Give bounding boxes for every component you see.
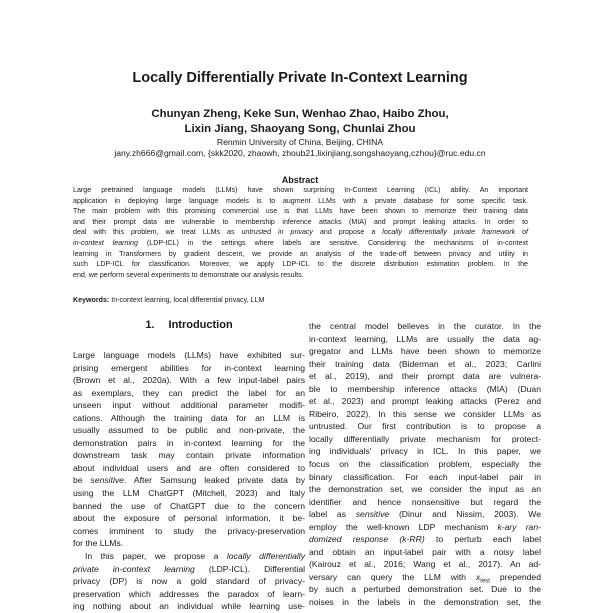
text-line: ble to membership inference attacks (MIA) (Duan	[309, 383, 541, 394]
text-line: label as sensitive (Dinur and Nissim, 2003). We	[309, 509, 541, 520]
text-line: gregator and LLMs have been shown to memorize	[309, 346, 541, 357]
text-line: about individual users and are often considered to	[73, 462, 305, 473]
text-line: application in deploying large language models is to augment LLMs with a private database for some specific task.	[73, 196, 528, 205]
affiliation-block	[40, 137, 560, 159]
text-line: employ the well-known LDP mechanism k-ary ran-	[309, 521, 541, 532]
text-line: untrusted. Our first contribution is to propose a	[309, 421, 541, 432]
section-heading-introduction	[73, 319, 305, 331]
author-list	[40, 107, 560, 137]
text-line: et al., 2019), and their prompt data are vulnera-	[309, 371, 541, 382]
text-line: identifier and hence nonsensitive but regard the	[309, 496, 541, 507]
keywords-label: Keywords:	[73, 296, 110, 304]
text-line: versary can query the LLM with $x_{test}$ prepended	[309, 571, 541, 585]
text-line: for the LLMs.	[73, 538, 124, 549]
authors-line-2: Lixin Jiang, Shaoyang Song, Chunlai Zhou	[184, 123, 416, 135]
text-line: noises in the labels in the demonstration set, the	[309, 597, 541, 608]
text-line: privacy (DP) is now a gold standard of privacy-	[73, 576, 305, 587]
intro-paragraph-1	[73, 349, 305, 550]
text-line: binary classification. For each input-label pair in	[309, 471, 541, 482]
text-line: Large language models (LLMs) have exhibited sur-	[73, 350, 305, 360]
text-line: (Brown et al., 2020a). With a few input-label pairs	[73, 375, 305, 386]
text-line: The main problem with this promising commercial use is that LLMs have been shown to memorize their training data	[73, 207, 528, 216]
text-line: as exemplars, they can predict the label for an	[73, 387, 305, 398]
text-line: about the exposure of personal information, it be-	[73, 513, 305, 524]
text-line: banned the use of ChatGPT due to the concern	[73, 500, 305, 511]
right-column-text	[309, 320, 541, 609]
text-line: such LDP-ICL for classification. Moreover, we apply LDP-ICL to the discrete distribution estimation problem. In the	[73, 260, 528, 269]
text-line: ing individuals' privacy in ICL. In this paper, we	[309, 446, 541, 457]
text-line: downstream task may contain private information	[73, 450, 305, 461]
text-line: demonstration pairs in in-context learning for the	[73, 437, 305, 448]
paper-title: Locally Differentially Private In-Context Learning	[132, 70, 468, 86]
text-line: the central model believes in the curator. In the	[309, 321, 541, 331]
text-line: private in-context learning (LDP-ICL). Differential	[73, 563, 306, 574]
text-line: in-context learning (LDP-ICL) in the settings where labels are sensitive. Considering the mechanisms of in-context	[73, 238, 528, 247]
text-line: in-context learning, LLMs are usually the data ag-	[309, 333, 541, 344]
affiliation: Renmin University of China, Beijing, CHINA	[216, 137, 384, 147]
abstract-heading: Abstract	[281, 175, 319, 185]
text-line: (Kairouz et al., 2016; Wang et al., 2017). An ad-	[309, 559, 541, 570]
text-line: learning in Transformers by gradient descent, we provide an analysis of the trade-off between privacy and utility in	[73, 249, 528, 258]
text-line: domized response (k-RR) to perturb each label	[309, 534, 541, 545]
text-line: be sensitive. After Samsung leaked private data by	[73, 475, 305, 486]
text-line: Ribeiro, 2022). In this sense we consider LLMs as	[309, 408, 541, 419]
author-emails: jany.zh666@gmail.com, {skk2020, zhaowh, zhoub21,lixinjiang,songshaoyang,czhou}@ruc.edu.cn	[114, 148, 486, 158]
text-line: the demonstration set, we consider the input as an	[309, 484, 541, 495]
text-line: end, we perform several experiments to demonstrate our analysis results.	[73, 270, 304, 279]
text-line: and obtain an input-label pair with a noisy label	[309, 546, 541, 557]
text-line: focus on the classification problem, especially the	[309, 459, 541, 470]
section-number: 1.	[145, 319, 155, 331]
text-line: cations. Although the training data for an LLM is	[73, 412, 305, 423]
authors-line-1: Chunyan Zheng, Keke Sun, Wenhao Zhao, Haibo Zhou,	[151, 108, 449, 120]
text-line: deal with this problem, we treat LLMs as untrusted in privacy and propose a locally differentially private framework of	[73, 228, 528, 237]
intro-paragraph-2	[73, 550, 305, 613]
abstract-body	[73, 185, 528, 280]
text-line: et al., 2023) and prompt leaking attacks (Perez and	[309, 396, 541, 407]
text-line: using the LLM ChatGPT (Mitchell, 2023) and Italy	[73, 488, 305, 499]
text-line: their training data (Biderman et al., 2023; Carlini	[309, 358, 541, 369]
text-line: In this paper, we propose a locally differentially	[85, 551, 305, 561]
text-line: comes imminent to study the privacy-preservation	[73, 525, 305, 536]
keywords-text: In-context learning, local differential privacy, LLM	[111, 296, 265, 304]
section-title: Introduction	[168, 319, 233, 331]
text-line: usually assumed to be public and non-private, the	[73, 425, 305, 436]
keywords-line	[73, 296, 528, 304]
text-line: locally differentially private mechanism for protect-	[309, 433, 541, 444]
text-line: prising emergent abilities for in-context learning	[73, 362, 305, 373]
text-line: ing nothing about an individual while learning use-	[73, 601, 305, 612]
text-line: preservation which addresses the paradox of learn-	[73, 588, 305, 599]
text-line: unseen input without additional parameter modifi-	[73, 400, 305, 411]
text-line: and their prompt data are vulnerable to membership inference attacks (MIA) and prompt leaking attacks. In order to	[73, 217, 528, 226]
text-line: by such a perturbed demonstration set. Due to the	[309, 584, 541, 595]
text-line: Large pretrained language models (LLMs) have shown surprising In-Context Learning (ICL) ability. An important	[73, 186, 528, 194]
